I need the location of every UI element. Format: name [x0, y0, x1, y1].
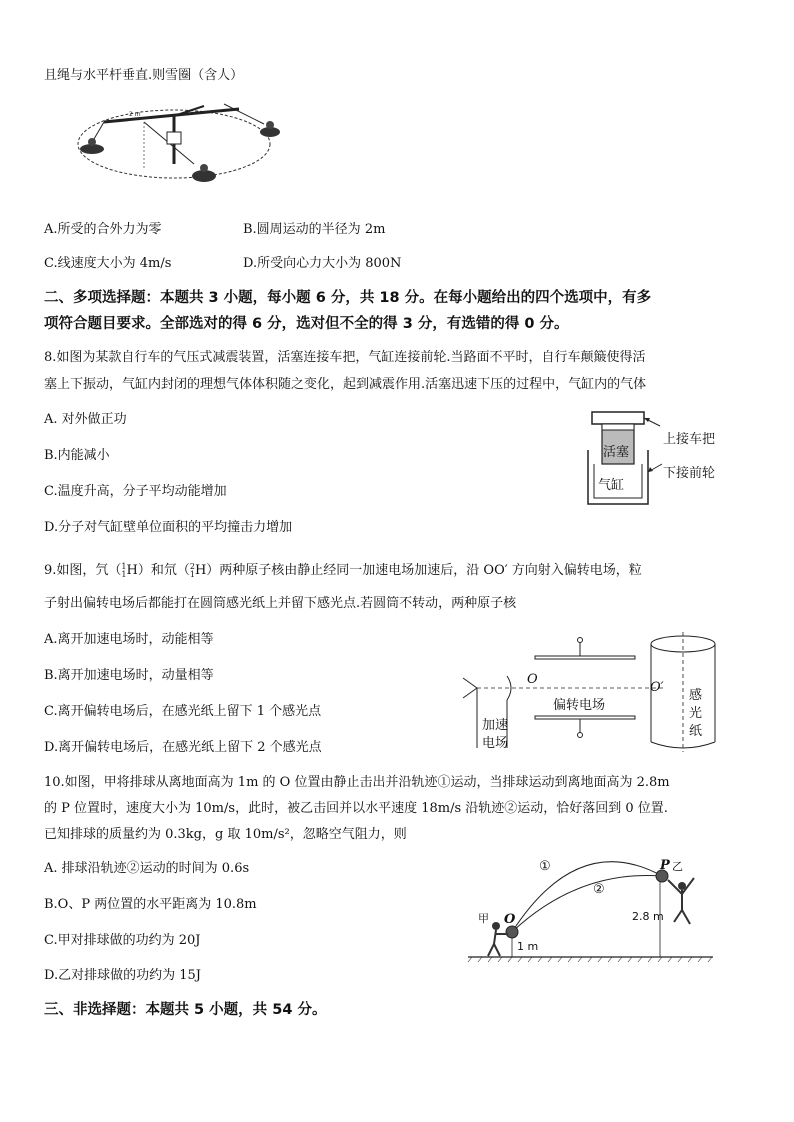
q10-figure-h2: 2.8 m — [632, 910, 664, 923]
q8-option-a: A. 对外做正功 — [44, 412, 127, 427]
q9-figure-accel-label2: 电场 — [482, 736, 509, 751]
q7-option-c: C.线速度大小为 4m/s — [44, 256, 172, 271]
q9-figure-deflect-label: 偏转电场 — [553, 698, 606, 713]
q9-stem-line2: 子射出偏转电场后都能打在圆筒感光纸上并留下感光点.若圆筒不转动，两种原子核 — [44, 596, 517, 611]
q9-iso2-number: 1 — [189, 569, 195, 579]
q10-stem-line3: 已知排球的质量约为 0.3kg，g 取 10m/s²，忽略空气阻力，则 — [44, 827, 407, 842]
q9-figure-accel-label1: 加速 — [482, 718, 509, 733]
q10-figure-h1: 1 m — [517, 940, 539, 953]
q9-option-b: B.离开加速电场时，动量相等 — [44, 668, 214, 683]
q10-stem-line1: 10.如图，甲将排球从离地面高为 1m 的 O 位置由静止击出并沿轨迹①运动，当排球运动到离地面高为 2.8m — [44, 775, 670, 790]
q7-figure-label: 2 m — [129, 111, 141, 118]
section2-heading-line2: 项符合题目要求。全部选对的得 6 分，选对但不全的得 3 分，有选错的得 0 分。 — [44, 316, 569, 332]
q9-stem-part3: H）两种原子核由静止经同一加速电场加速后，沿 OO′ 方向射入偏转电场，粒 — [194, 563, 642, 578]
q9-figure-O: O — [527, 672, 538, 687]
q7-option-d: D.所受向心力大小为 800N — [243, 256, 402, 271]
q9-option-c: C.离开偏转电场后，在感光纸上留下 1 个感光点 — [44, 704, 322, 719]
q8-stem-line2: 塞上下振动，气缸内封闭的理想气体体积随之变化，起到减震作用.活塞迅速下压的过程中，气缸内的气体 — [44, 377, 647, 392]
q8-option-b: B.内能减小 — [44, 448, 110, 463]
q9-iso1-number: 1 — [121, 569, 127, 579]
q7-stem-tail: 且绳与水平杆垂直.则雪圈（含人） — [44, 68, 244, 83]
q10-option-d: D.乙对排球做的功约为 15J — [44, 968, 201, 983]
q9-stem-line1 — [44, 559, 642, 579]
q10-figure-O: O — [504, 912, 516, 927]
q10-figure-P: P — [660, 858, 670, 873]
q9-option-d: D.离开偏转电场后，在感光纸上留下 2 个感光点 — [44, 740, 322, 755]
q10-figure-yi: 乙 — [672, 860, 683, 873]
q8-option-d: D.分子对气缸壁单位面积的平均撞击力增加 — [44, 520, 293, 535]
q8-figure-bottom-label: 下接前轮 — [663, 466, 716, 481]
q10-stem-line2: 的 P 位置时，速度大小为 10m/s，此时，被乙击回并以水平速度 18m/s 沿轨迹②运动，恰好落回到 0 位置. — [44, 801, 668, 816]
q10-option-b: B.O、P 两位置的水平距离为 10.8m — [44, 897, 257, 912]
q9-stem-part1: 9.如图，氕（ — [44, 563, 122, 578]
q9-figure-O-prime: O′ — [650, 680, 664, 695]
q8-figure-top-label: 上接车把 — [663, 432, 716, 447]
q9-iso2-mass: 2 — [189, 561, 195, 571]
q8-option-c: C.温度升高，分子平均动能增加 — [44, 484, 227, 499]
q9-option-a: A.离开加速电场时，动能相等 — [44, 632, 214, 647]
q7-figure — [74, 94, 274, 189]
q9-iso1-mass: 1 — [121, 561, 127, 571]
q8-figure-cylinder-label: 气缸 — [598, 478, 625, 493]
q10-option-a: A. 排球沿轨迹②运动的时间为 0.6s — [44, 861, 250, 876]
q8-figure-piston-label: 活塞 — [603, 445, 630, 460]
q7-option-b: B.圆周运动的半径为 2m — [243, 222, 386, 237]
q10-option-c: C.甲对排球做的功约为 20J — [44, 933, 201, 948]
q10-figure-track1: ① — [539, 859, 551, 874]
q8-stem-line1: 8.如图为某款自行车的气压式减震装置，活塞连接车把，气缸连接前轮.当路面不平时，自行车颠簸使得活 — [44, 350, 646, 365]
section2-heading-line1: 二、多项选择题：本题共 3 小题，每小题 6 分，共 18 分。在每小题给出的四个选项中，有多 — [44, 290, 652, 306]
q10-figure-jia: 甲 — [478, 912, 489, 925]
q9-figure-paper-1: 感 — [689, 688, 703, 703]
q9-stem-part2: H）和氘（ — [126, 563, 190, 578]
q10-figure-track2: ② — [593, 882, 605, 897]
section3-heading: 三、非选择题：本题共 5 小题，共 54 分。 — [44, 1002, 327, 1018]
q9-figure-paper-3: 纸 — [689, 724, 703, 739]
q7-option-a: A.所受的合外力为零 — [44, 222, 162, 237]
q9-figure-paper-2: 光 — [689, 706, 703, 721]
